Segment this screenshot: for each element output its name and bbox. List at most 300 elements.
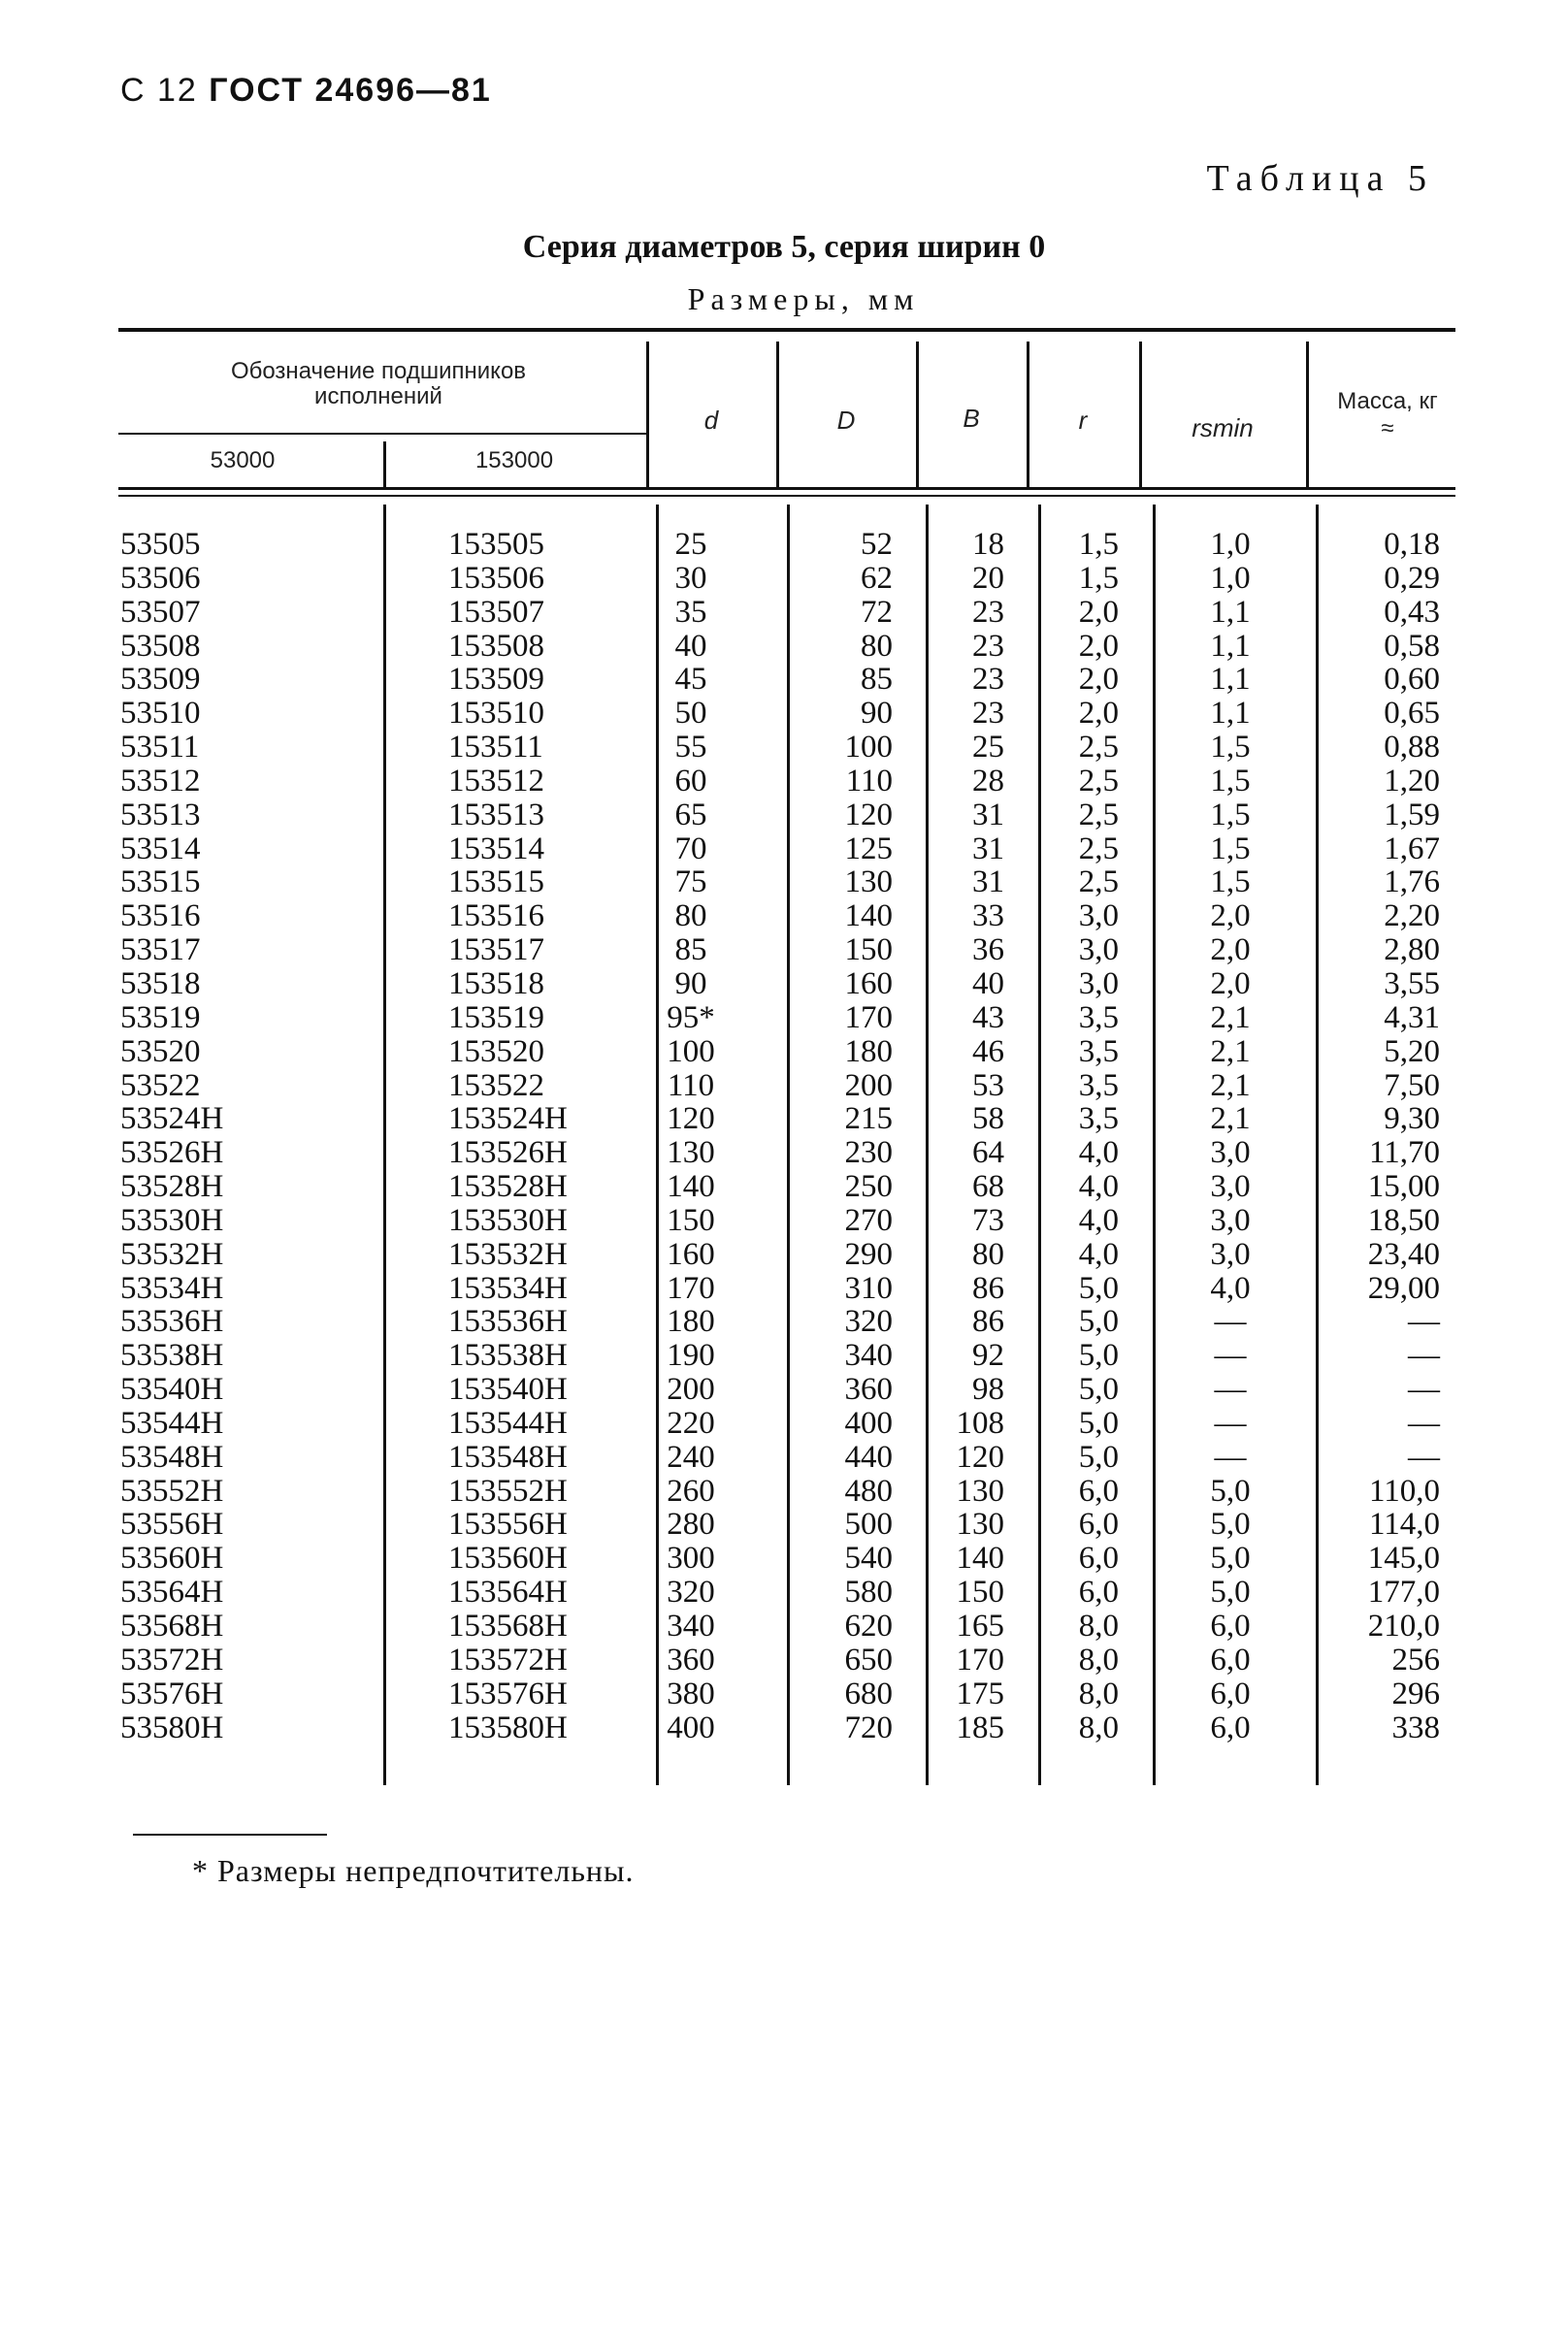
cell-D: 80: [861, 628, 893, 664]
designation-sub-rule: [118, 433, 646, 435]
cell-d: 320: [667, 1575, 715, 1611]
cell-rsmin: 6,0: [1210, 1710, 1251, 1745]
cell-153000: 153576H: [448, 1676, 568, 1711]
table-row: [0, 832, 1568, 866]
table-row: [0, 1373, 1568, 1407]
cell-B: 130: [956, 1507, 1004, 1543]
cell-mass: 0,60: [1384, 662, 1440, 698]
cell-153000: 153530H: [448, 1202, 568, 1238]
cell-mass: —: [1408, 1405, 1440, 1441]
cell-d: 200: [667, 1372, 715, 1408]
cell-mass: 15,00: [1367, 1169, 1440, 1205]
cell-153000: 153532H: [448, 1236, 568, 1272]
cell-153000: 153580H: [448, 1710, 568, 1745]
cell-r: 8,0: [1078, 1676, 1119, 1711]
cell-d: 150: [667, 1202, 715, 1238]
cell-r: 5,0: [1078, 1405, 1119, 1441]
table-top-rule: [118, 328, 1455, 332]
cell-r: 2,0: [1078, 628, 1119, 664]
cell-mass: 23,40: [1367, 1236, 1440, 1272]
cell-153000: 153505: [448, 527, 544, 562]
cell-r: 3,5: [1078, 999, 1119, 1035]
cell-153000: 153544H: [448, 1405, 568, 1441]
cell-d: 80: [674, 898, 707, 934]
cell-153000: 153548H: [448, 1439, 568, 1475]
cell-mass: 9,30: [1384, 1101, 1440, 1137]
cell-mass: 18,50: [1367, 1202, 1440, 1238]
cell-mass: 2,20: [1384, 898, 1440, 934]
cell-d: 240: [667, 1439, 715, 1475]
cell-d: 340: [667, 1609, 715, 1644]
cell-rsmin: 2,1: [1210, 999, 1251, 1035]
cell-d: 130: [667, 1135, 715, 1171]
cell-B: 98: [972, 1372, 1004, 1408]
cell-rsmin: 1,5: [1210, 763, 1251, 798]
cell-D: 110: [845, 763, 893, 798]
cell-D: 540: [844, 1541, 893, 1577]
cell-153000: 153510: [448, 696, 544, 732]
table-row: [0, 1711, 1568, 1745]
table-row: [0, 1407, 1568, 1441]
cell-r: 8,0: [1078, 1609, 1119, 1644]
table-row: [0, 933, 1568, 967]
cell-D: 130: [844, 864, 893, 900]
cell-d: 400: [667, 1710, 715, 1745]
cell-B: 36: [972, 932, 1004, 968]
cell-mass: 1,67: [1384, 831, 1440, 866]
cell-D: 72: [861, 594, 893, 630]
cell-rsmin: 1,1: [1210, 662, 1251, 698]
cell-d: 100: [667, 1033, 715, 1069]
cell-53000: 53507: [120, 594, 201, 630]
cell-B: 23: [972, 696, 1004, 732]
table-row: [0, 1475, 1568, 1509]
cell-d: 120: [667, 1101, 715, 1137]
cell-53000: 53534H: [120, 1270, 224, 1306]
footnote-rule: [133, 1834, 327, 1836]
cell-r: 3,5: [1078, 1033, 1119, 1069]
cell-53000: 53526H: [120, 1135, 224, 1171]
table-row: [0, 1136, 1568, 1170]
cell-B: 31: [972, 831, 1004, 866]
cell-d: 35: [674, 594, 707, 630]
cell-D: 52: [861, 527, 893, 562]
cell-mass: 0,65: [1384, 696, 1440, 732]
cell-53000: 53518: [120, 965, 201, 1001]
cell-B: 31: [972, 864, 1004, 900]
cell-D: 500: [844, 1507, 893, 1543]
cell-B: 80: [972, 1236, 1004, 1272]
header-r: r: [1078, 406, 1088, 435]
cell-r: 3,0: [1078, 965, 1119, 1001]
cell-r: 2,5: [1078, 730, 1119, 765]
cell-D: 160: [844, 965, 893, 1001]
cell-153000: 153572H: [448, 1642, 568, 1677]
cell-r: 6,0: [1078, 1473, 1119, 1509]
cell-r: 2,0: [1078, 662, 1119, 698]
cell-mass: 1,76: [1384, 864, 1440, 900]
cell-153000: 153517: [448, 932, 544, 968]
table-row: [0, 1339, 1568, 1373]
cell-53000: 53580H: [120, 1710, 224, 1745]
cell-D: 310: [844, 1270, 893, 1306]
cell-153000: 153518: [448, 965, 544, 1001]
cell-53000: 53506: [120, 560, 201, 596]
cell-53000: 53524H: [120, 1101, 224, 1137]
cell-r: 4,0: [1078, 1236, 1119, 1272]
cell-d: 110: [667, 1067, 715, 1103]
cell-D: 360: [844, 1372, 893, 1408]
cell-53000: 53510: [120, 696, 201, 732]
cell-d: 45: [674, 662, 707, 698]
cell-mass: 4,31: [1384, 999, 1440, 1035]
cell-53000: 53519: [120, 999, 201, 1035]
cell-53000: 53538H: [120, 1338, 224, 1374]
cell-D: 250: [844, 1169, 893, 1205]
cell-r: 3,5: [1078, 1067, 1119, 1103]
cell-153000: 153534H: [448, 1270, 568, 1306]
header-bottom-rule-2: [118, 495, 1455, 497]
cell-mass: 3,55: [1384, 965, 1440, 1001]
cell-153000: 153560H: [448, 1541, 568, 1577]
cell-rsmin: 2,0: [1210, 965, 1251, 1001]
cell-r: 6,0: [1078, 1507, 1119, 1543]
cell-B: 58: [972, 1101, 1004, 1137]
cell-53000: 53509: [120, 662, 201, 698]
cell-rsmin: 1,1: [1210, 696, 1251, 732]
cell-r: 5,0: [1078, 1270, 1119, 1306]
header-B: B: [963, 404, 980, 433]
cell-D: 90: [861, 696, 893, 732]
cell-D: 290: [844, 1236, 893, 1272]
cell-mass: 110,0: [1368, 1473, 1440, 1509]
cell-153000: 153509: [448, 662, 544, 698]
cell-d: 60: [674, 763, 707, 798]
cell-rsmin: —: [1214, 1405, 1247, 1441]
cell-d: 360: [667, 1642, 715, 1677]
cell-mass: 1,20: [1384, 763, 1440, 798]
cell-r: 6,0: [1078, 1575, 1119, 1611]
cell-B: 64: [972, 1135, 1004, 1171]
cell-53000: 53544H: [120, 1405, 224, 1441]
cell-53000: 53552H: [120, 1473, 224, 1509]
cell-B: 23: [972, 662, 1004, 698]
cell-B: 33: [972, 898, 1004, 934]
cell-mass: 1,59: [1384, 797, 1440, 832]
cell-153000: 153512: [448, 763, 544, 798]
cell-D: 200: [844, 1067, 893, 1103]
cell-153000: 153524H: [448, 1101, 568, 1137]
header-vline: [1306, 342, 1309, 487]
cell-d: 85: [674, 932, 707, 968]
cell-d: 30: [674, 560, 707, 596]
cell-rsmin: 2,1: [1210, 1101, 1251, 1137]
cell-r: 4,0: [1078, 1202, 1119, 1238]
cell-53000: 53508: [120, 628, 201, 664]
cell-53000: 53520: [120, 1033, 201, 1069]
cell-153000: 153522: [448, 1067, 544, 1103]
cell-r: 8,0: [1078, 1710, 1119, 1745]
cell-rsmin: 6,0: [1210, 1642, 1251, 1677]
cell-rsmin: 1,0: [1210, 560, 1251, 596]
cell-d: 90: [674, 965, 707, 1001]
cell-rsmin: 3,0: [1210, 1202, 1251, 1238]
table-row: [0, 1441, 1568, 1475]
table-row: [0, 1542, 1568, 1576]
cell-rsmin: —: [1214, 1304, 1247, 1340]
cell-53000: 53560H: [120, 1541, 224, 1577]
header-sub-53000: 53000: [210, 447, 276, 473]
table-row: [0, 1576, 1568, 1610]
table-label: Таблица 5: [1206, 158, 1434, 199]
cell-153000: 153552H: [448, 1473, 568, 1509]
cell-D: 100: [844, 730, 893, 765]
cell-rsmin: 1,5: [1210, 730, 1251, 765]
table-body: [0, 528, 1568, 1744]
cell-rsmin: 1,1: [1210, 594, 1251, 630]
cell-mass: 114,0: [1368, 1507, 1440, 1543]
cell-153000: 153519: [448, 999, 544, 1035]
cell-rsmin: 3,0: [1210, 1236, 1251, 1272]
cell-r: 2,5: [1078, 763, 1119, 798]
cell-r: 2,5: [1078, 864, 1119, 900]
cell-mass: 145,0: [1367, 1541, 1440, 1577]
table-row: [0, 1508, 1568, 1542]
cell-53000: 53568H: [120, 1609, 224, 1644]
header-designation: Обозначение подшипников исполнений: [230, 358, 527, 409]
cell-B: 18: [972, 527, 1004, 562]
cell-r: 3,5: [1078, 1101, 1119, 1137]
cell-153000: 153526H: [448, 1135, 568, 1171]
cell-153000: 153514: [448, 831, 544, 866]
table-row: [0, 1035, 1568, 1069]
cell-D: 85: [861, 662, 893, 698]
cell-mass: 256: [1391, 1642, 1440, 1677]
table-row: [0, 765, 1568, 798]
cell-D: 320: [844, 1304, 893, 1340]
table-title: Серия диаметров 5, серия ширин 0: [522, 229, 1046, 265]
table-row: [0, 1238, 1568, 1272]
cell-d: 25: [674, 527, 707, 562]
cell-D: 180: [844, 1033, 893, 1069]
header-sub-153000: 153000: [474, 447, 554, 473]
table-row: [0, 596, 1568, 630]
cell-d: 40: [674, 628, 707, 664]
cell-B: 92: [972, 1338, 1004, 1374]
cell-r: 5,0: [1078, 1304, 1119, 1340]
cell-53000: 53516: [120, 898, 201, 934]
cell-mass: 177,0: [1367, 1575, 1440, 1611]
header-D: D: [836, 406, 856, 435]
cell-B: 86: [972, 1270, 1004, 1306]
cell-53000: 53556H: [120, 1507, 224, 1543]
cell-153000: 153511: [448, 730, 543, 765]
table-row: [0, 1677, 1568, 1711]
cell-d: 55: [674, 730, 707, 765]
cell-d: 75: [674, 864, 707, 900]
cell-d: 95*: [667, 999, 715, 1035]
cell-d: 180: [667, 1304, 715, 1340]
cell-r: 4,0: [1078, 1135, 1119, 1171]
cell-D: 440: [844, 1439, 893, 1475]
header-mass: Масса, кг ≈: [1337, 388, 1438, 441]
cell-53000: 53505: [120, 527, 201, 562]
cell-mass: 0,58: [1384, 628, 1440, 664]
cell-mass: 210,0: [1367, 1609, 1440, 1644]
cell-153000: 153528H: [448, 1169, 568, 1205]
cell-53000: 53536H: [120, 1304, 224, 1340]
cell-r: 8,0: [1078, 1642, 1119, 1677]
cell-B: 150: [956, 1575, 1004, 1611]
cell-rsmin: 5,0: [1210, 1507, 1251, 1543]
cell-mass: 0,43: [1384, 594, 1440, 630]
cell-153000: 153556H: [448, 1507, 568, 1543]
cell-rsmin: 1,5: [1210, 831, 1251, 866]
cell-d: 50: [674, 696, 707, 732]
header-bottom-rule: [118, 487, 1455, 490]
cell-D: 120: [844, 797, 893, 832]
cell-mass: 7,50: [1384, 1067, 1440, 1103]
cell-B: 73: [972, 1202, 1004, 1238]
table-row: [0, 1305, 1568, 1339]
cell-53000: 53564H: [120, 1575, 224, 1611]
cell-53000: 53528H: [120, 1169, 224, 1205]
cell-B: 86: [972, 1304, 1004, 1340]
cell-B: 20: [972, 560, 1004, 596]
cell-rsmin: 2,1: [1210, 1033, 1251, 1069]
cell-r: 5,0: [1078, 1439, 1119, 1475]
cell-53000: 53513: [120, 797, 201, 832]
table-row: [0, 798, 1568, 832]
cell-153000: 153513: [448, 797, 544, 832]
cell-D: 270: [844, 1202, 893, 1238]
cell-53000: 53530H: [120, 1202, 224, 1238]
cell-d: 70: [674, 831, 707, 866]
cell-B: 130: [956, 1473, 1004, 1509]
cell-B: 40: [972, 965, 1004, 1001]
cell-B: 185: [956, 1710, 1004, 1745]
header-d: d: [703, 406, 719, 435]
cell-153000: 153540H: [448, 1372, 568, 1408]
table-row: [0, 731, 1568, 765]
cell-153000: 153564H: [448, 1575, 568, 1611]
cell-B: 165: [956, 1609, 1004, 1644]
table-row: [0, 1272, 1568, 1306]
table-row: [0, 967, 1568, 1001]
units-caption: Размеры, мм: [687, 281, 920, 316]
cell-D: 150: [844, 932, 893, 968]
cell-mass: 0,88: [1384, 730, 1440, 765]
cell-r: 1,5: [1078, 560, 1119, 596]
cell-r: 1,5: [1078, 527, 1119, 562]
cell-mass: 0,29: [1384, 560, 1440, 596]
cell-r: 2,0: [1078, 696, 1119, 732]
cell-53000: 53576H: [120, 1676, 224, 1711]
cell-153000: 153520: [448, 1033, 544, 1069]
cell-53000: 53548H: [120, 1439, 224, 1475]
table-row: [0, 1069, 1568, 1103]
cell-53000: 53522: [120, 1067, 201, 1103]
cell-r: 2,5: [1078, 797, 1119, 832]
cell-rsmin: 2,0: [1210, 932, 1251, 968]
cell-r: 2,5: [1078, 831, 1119, 866]
cell-D: 62: [861, 560, 893, 596]
header-vline: [383, 441, 386, 488]
cell-153000: 153538H: [448, 1338, 568, 1374]
table-row: [0, 1610, 1568, 1644]
cell-53000: 53515: [120, 864, 201, 900]
footnote: * Размеры непредпочтительны.: [192, 1853, 635, 1888]
cell-53000: 53532H: [120, 1236, 224, 1272]
cell-B: 23: [972, 594, 1004, 630]
cell-r: 5,0: [1078, 1372, 1119, 1408]
cell-D: 720: [844, 1710, 893, 1745]
cell-53000: 53512: [120, 763, 201, 798]
table-row: [0, 865, 1568, 899]
cell-D: 215: [844, 1101, 893, 1137]
cell-mass: 5,20: [1384, 1033, 1440, 1069]
cell-rsmin: —: [1214, 1372, 1247, 1408]
table-row: [0, 1644, 1568, 1677]
cell-53000: 53511: [120, 730, 200, 765]
cell-mass: —: [1408, 1304, 1440, 1340]
table-row: [0, 663, 1568, 697]
cell-mass: 29,00: [1367, 1270, 1440, 1306]
cell-r: 3,0: [1078, 932, 1119, 968]
cell-mass: 0,18: [1384, 527, 1440, 562]
cell-rsmin: 4,0: [1210, 1270, 1251, 1306]
cell-B: 120: [956, 1439, 1004, 1475]
cell-153000: 153536H: [448, 1304, 568, 1340]
standard-code: ГОСТ 24696—81: [209, 72, 492, 109]
cell-B: 23: [972, 628, 1004, 664]
cell-rsmin: 1,0: [1210, 527, 1251, 562]
cell-r: 2,0: [1078, 594, 1119, 630]
cell-rsmin: 2,0: [1210, 898, 1251, 934]
cell-53000: 53514: [120, 831, 201, 866]
cell-B: 53: [972, 1067, 1004, 1103]
cell-D: 230: [844, 1135, 893, 1171]
cell-d: 65: [674, 797, 707, 832]
cell-mass: —: [1408, 1439, 1440, 1475]
table-row: [0, 1102, 1568, 1136]
cell-d: 170: [667, 1270, 715, 1306]
cell-mass: 338: [1391, 1710, 1440, 1745]
table-row: [0, 899, 1568, 933]
cell-d: 260: [667, 1473, 715, 1509]
cell-d: 160: [667, 1236, 715, 1272]
cell-153000: 153508: [448, 628, 544, 664]
cell-rsmin: 3,0: [1210, 1169, 1251, 1205]
table-row: [0, 1001, 1568, 1035]
cell-rsmin: 3,0: [1210, 1135, 1251, 1171]
table-row: [0, 528, 1568, 562]
cell-rsmin: —: [1214, 1338, 1247, 1374]
cell-rsmin: 2,1: [1210, 1067, 1251, 1103]
cell-B: 170: [956, 1642, 1004, 1677]
cell-d: 280: [667, 1507, 715, 1543]
cell-r: 3,0: [1078, 898, 1119, 934]
cell-D: 480: [844, 1473, 893, 1509]
cell-r: 5,0: [1078, 1338, 1119, 1374]
table-row: [0, 697, 1568, 731]
cell-D: 400: [844, 1405, 893, 1441]
cell-rsmin: 6,0: [1210, 1609, 1251, 1644]
table-row: [0, 1170, 1568, 1204]
cell-D: 620: [844, 1609, 893, 1644]
cell-d: 300: [667, 1541, 715, 1577]
cell-B: 43: [972, 999, 1004, 1035]
